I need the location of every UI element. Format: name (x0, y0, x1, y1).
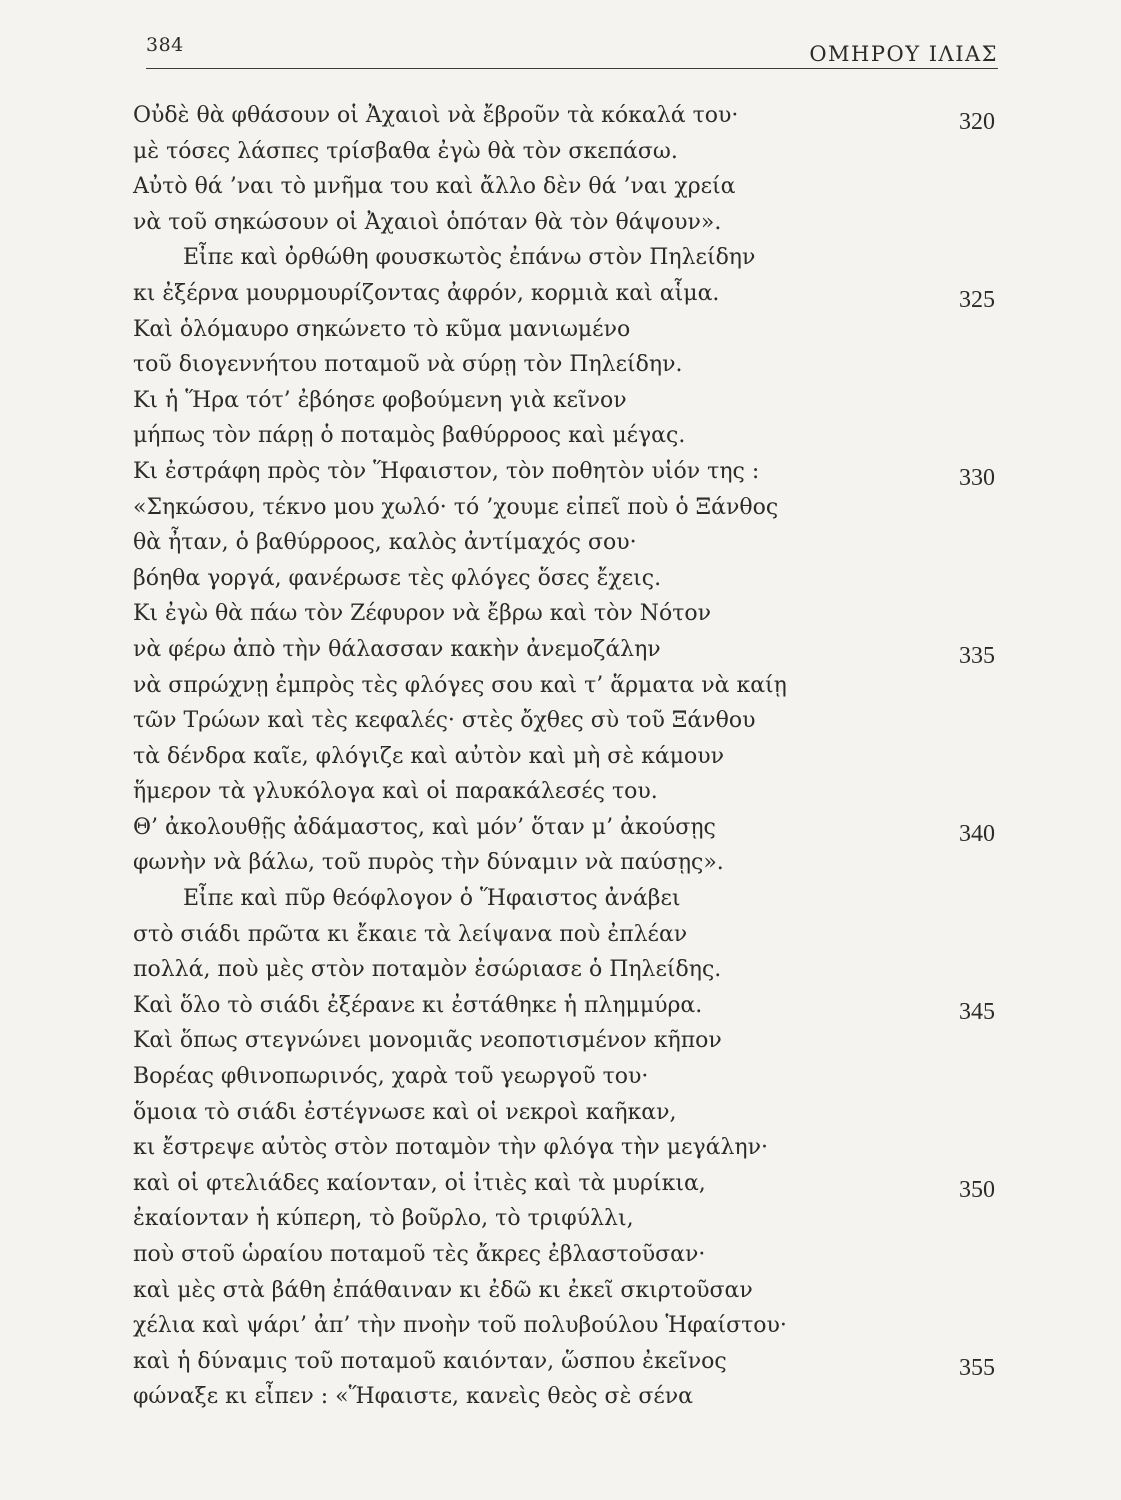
verse-number: 355 (959, 1354, 995, 1381)
verse-text: μὲ τόσες λάσπες τρίσβαθα ἐγὼ θὰ τὸν σκεπάσω. (133, 138, 678, 164)
verse-text: ἥμερον τὰ γλυκόλογα καὶ οἱ παρακάλεσές του. (133, 779, 658, 805)
verse-text: βόηθα γοργά, φανέρωσε τὲς φλόγες ὅσες ἔχεις. (133, 565, 662, 591)
verse-line (133, 810, 1003, 846)
verse-line (133, 383, 1003, 419)
verse-line (133, 312, 1003, 348)
verse-line (133, 881, 1003, 917)
verse-line (133, 703, 1003, 739)
verse-text: τῶν Τρώων καὶ τὲς κεφαλές· στὲς ὄχθες σὺ τοῦ Ξάνθου (133, 708, 756, 734)
verse-line (133, 169, 1003, 205)
verse-line (133, 952, 1003, 988)
verse-text: νὰ σπρώχνῃ ἐμπρὸς τὲς φλόγες σου καὶ τ’ ἅρματα νὰ καίῃ (133, 672, 787, 698)
verse-text: ἐκαίονταν ἡ κύπερη, τὸ βοῦρλο, τὸ τριφύλλι, (133, 1206, 634, 1232)
verse-line (133, 1237, 1003, 1273)
verse-line (133, 98, 1003, 134)
verse-text: πολλά, ποὺ μὲς στὸν ποταμὸν ἐσώριασε ὁ Πηλείδης. (133, 957, 722, 983)
verse-text: τὰ δένδρα καῖε, φλόγιζε καὶ αὐτὸν καὶ μὴ σὲ κάμουν (133, 743, 725, 769)
verse-text: φώναξε κι εἶπεν : «Ἥφαιστε, κανεὶς θεὸς σὲ σένα (133, 1384, 694, 1410)
verse-line (133, 988, 1003, 1024)
verse-line (133, 134, 1003, 170)
verse-text: Αὐτὸ θά ’ναι τὸ μνῆμα του καὶ ἄλλο δὲν θά ’ναι χρεία (133, 174, 736, 200)
verse-text: νὰ τοῦ σηκώσουν οἱ Ἀχαιοὶ ὁπόταν θὰ τὸν θάψουν». (133, 209, 722, 235)
verse-text: Κι ἐστράφη πρὸς τὸν Ἥφαιστον, τὸν ποθητὸν υἱόν της : (133, 458, 760, 484)
verse-text: Καὶ ὅλο τὸ σιάδι ἐξέρανε κι ἐστάθηκε ἡ πλημμύρα. (133, 992, 703, 1018)
verse-line (133, 1059, 1003, 1095)
verse-line (133, 917, 1003, 953)
verse-line (133, 1273, 1003, 1309)
verse-line (133, 1308, 1003, 1344)
page-header (146, 28, 998, 72)
verse-text: κι ἐξέρνα μουρμουρίζοντας ἀφρόν, κορμιὰ καὶ αἷμα. (133, 280, 720, 306)
verse-line (133, 561, 1003, 597)
verse-text: Κι ἐγὼ θὰ πάω τὸν Ζέφυρον νὰ ἔβρω καὶ τὸν Νότον (133, 601, 711, 627)
verse-text: χέλια καὶ ψάρι’ ἀπ’ τὴν πνοὴν τοῦ πολυβούλου Ἡφαίστου· (133, 1313, 787, 1339)
verse-text: ποὺ στοῦ ὡραίου ποταμοῦ τὲς ἄκρες ἐβλαστοῦσαν· (133, 1242, 706, 1267)
verse-line (133, 276, 1003, 312)
verse-text: καὶ ἡ δύναμις τοῦ ποταμοῦ καιόνταν, ὥσπου ἐκεῖνος (133, 1348, 727, 1374)
verse-block (133, 98, 1003, 1415)
verse-line (133, 845, 1003, 881)
verse-text: τοῦ διογεννήτου ποταμοῦ νὰ σύρῃ τὸν Πηλείδην. (133, 352, 683, 378)
verse-text: ὅμοια τὸ σιάδι ἐστέγνωσε καὶ οἱ νεκροὶ καῆκαν, (133, 1099, 677, 1125)
verse-text: στὸ σιάδι πρῶτα κι ἔκαιε τὰ λείψανα ποὺ ἐπλέαν (133, 921, 688, 947)
verse-text: Θ’ ἀκολουθῇς ἀδάμαστος, καὶ μόν’ ὅταν μ’ ἀκούσῃς (133, 814, 716, 840)
verse-text: καὶ μὲς στὰ βάθη ἐπάθαιναν κι ἐδῶ κι ἐκεῖ σκιρτοῦσαν (133, 1277, 753, 1303)
verse-line (133, 739, 1003, 775)
verse-text: θὰ ἦταν, ὁ βαθύρροος, καλὸς ἀντίμαχός σου· (133, 530, 637, 556)
verse-number: 350 (959, 1176, 995, 1203)
verse-line (133, 240, 1003, 276)
verse-number: 325 (959, 286, 995, 313)
verse-line (133, 454, 1003, 490)
verse-line (133, 596, 1003, 632)
verse-line (133, 1201, 1003, 1237)
verse-text: Βορέας φθινοπωρινός, χαρὰ τοῦ γεωργοῦ του· (133, 1064, 649, 1090)
verse-text: μήπως τὸν πάρῃ ὁ ποταμὸς βαθύρροος καὶ μέγας. (133, 423, 686, 449)
verse-number: 340 (959, 820, 995, 847)
verse-text: Καὶ ὅπως στεγνώνει μονομιᾶς νεοποτισμένον κῆπον (133, 1028, 722, 1054)
verse-text: «Σηκώσου, τέκνο μου χωλό· τό ’χουμε εἰπεῖ ποὺ ὁ Ξάνθος (133, 494, 779, 520)
header-rule (146, 68, 998, 69)
verse-number: 345 (959, 998, 995, 1025)
verse-line (133, 668, 1003, 704)
verse-number: 335 (959, 642, 995, 669)
verse-text: Εἶπε καὶ πῦρ θεόφλογον ὁ Ἥφαιστος ἀνάβει (183, 886, 681, 912)
verse-line (133, 347, 1003, 383)
running-head: ΟΜΗΡΟΥ ΙΛΙΑΣ (809, 42, 998, 66)
verse-text: κι ἔστρεψε αὐτὸς στὸν ποταμὸν τὴν φλόγα τὴν μεγάλην· (133, 1135, 768, 1161)
verse-text: καὶ οἱ φτελιάδες καίονταν, οἱ ἰτιὲς καὶ τὰ μυρίκια, (133, 1170, 706, 1196)
verse-text: Οὐδὲ θὰ φθάσουν οἱ Ἀχαιοὶ νὰ ἔβροῦν τὰ κόκαλά του· (133, 103, 739, 128)
verse-line (133, 632, 1003, 668)
verse-line (133, 774, 1003, 810)
verse-text: νὰ φέρω ἀπὸ τὴν θάλασσαν κακὴν ἀνεμοζάλην (133, 636, 661, 662)
verse-line (133, 1166, 1003, 1202)
verse-line (133, 1095, 1003, 1131)
verse-number: 330 (959, 464, 995, 491)
verse-line (133, 1379, 1003, 1415)
verse-text: Κι ἡ Ἥρα τότ’ ἐβόησε φοβούμενη γιὰ κεῖνον (133, 387, 627, 413)
verse-line (133, 418, 1003, 454)
verse-text: φωνὴν νὰ βάλω, τοῦ πυρὸς τὴν δύναμιν νὰ παύσῃς». (133, 850, 724, 876)
verse-line (133, 490, 1003, 526)
verse-text: Καὶ ὁλόμαυρο σηκώνετο τὸ κῦμα μανιωμένο (133, 316, 631, 342)
page-number: 384 (146, 34, 184, 56)
verse-line (133, 1023, 1003, 1059)
verse-number: 320 (959, 109, 995, 135)
verse-line (133, 205, 1003, 241)
verse-line (133, 525, 1003, 561)
verse-line (133, 1130, 1003, 1166)
verse-line (133, 1344, 1003, 1380)
verse-text: Εἶπε καὶ ὀρθώθη φουσκωτὸς ἐπάνω στὸν Πηλείδην (183, 245, 756, 271)
